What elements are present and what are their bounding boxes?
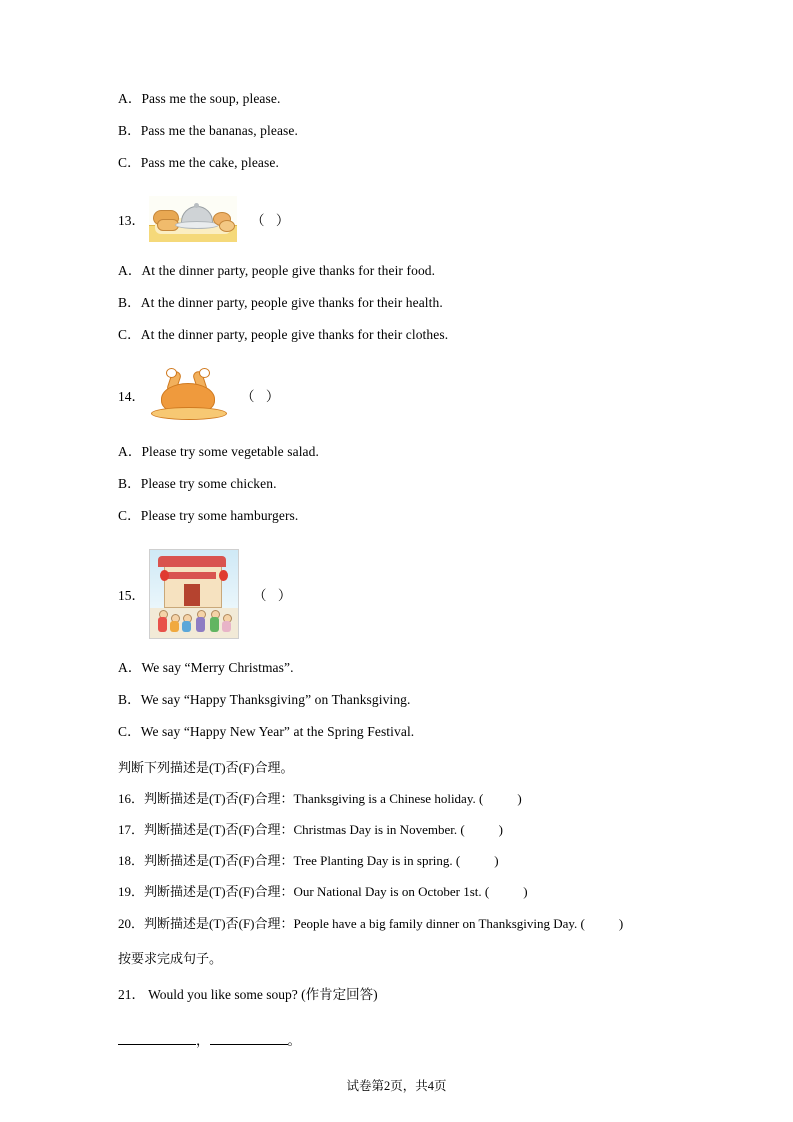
item-prompt: 判断描述是(T)否(F)合理： <box>144 790 294 806</box>
option-text: Pass me the cake, please. <box>140 155 279 170</box>
answer-blank[interactable] <box>210 1032 288 1045</box>
question-15 <box>118 549 675 639</box>
option-row[interactable] <box>118 445 675 459</box>
item-number: 18． <box>118 853 145 869</box>
question-21-answer-line[interactable] <box>118 1029 675 1049</box>
answer-bracket[interactable]: （ ） <box>253 587 296 603</box>
item-prompt: 判断描述是(T)否(F)合理： <box>144 915 294 931</box>
answer-bracket[interactable]: （ ） <box>251 212 294 228</box>
option-row[interactable] <box>118 124 675 138</box>
option-label: B． <box>118 294 141 310</box>
option-label: A． <box>118 444 142 459</box>
option-row[interactable] <box>118 328 675 342</box>
option-label: C． <box>118 155 141 170</box>
spring-festival-scene-image <box>149 549 239 639</box>
item-text: Thanksgiving is a Chinese holiday. ( <box>293 790 484 806</box>
question-number: 13． <box>118 212 145 228</box>
question-13 <box>118 196 675 242</box>
option-label: C． <box>118 508 141 523</box>
option-text: Please try some vegetable salad. <box>141 444 319 459</box>
answer-period: 。 <box>287 1032 301 1048</box>
item-close: ) <box>498 821 504 837</box>
option-label: A． <box>118 659 142 675</box>
option-text: At the dinner party, people give thanks for their food. <box>141 262 436 278</box>
option-text: We say “Happy Thanksgiving” on Thanksgiving. <box>140 691 411 707</box>
item-text: Tree Planting Day is in spring. ( <box>293 853 461 869</box>
item-text: People have a big family dinner on Thanksgiving Day. ( <box>293 915 585 931</box>
option-row[interactable] <box>118 156 675 170</box>
question-14 <box>118 367 675 423</box>
question-14-options <box>118 445 675 523</box>
question-12-options <box>118 92 675 170</box>
item-close: ) <box>618 915 624 931</box>
item-number: 20． <box>118 915 145 931</box>
option-label: C． <box>118 723 141 739</box>
question-number: 14． <box>118 389 145 404</box>
question-21: 21． Would you like some soup? (作肯定回答) <box>118 986 378 1002</box>
question-14-stem <box>118 367 675 423</box>
item-prompt: 判断描述是(T)否(F)合理： <box>144 821 294 837</box>
item-prompt: 判断描述是(T)否(F)合理： <box>144 884 294 900</box>
option-row[interactable] <box>118 477 675 491</box>
option-row[interactable] <box>118 725 675 739</box>
option-row[interactable] <box>118 296 675 310</box>
option-row[interactable] <box>118 693 675 707</box>
item-number: 19． <box>118 884 145 900</box>
item-text: Our National Day is on October 1st. ( <box>293 884 490 900</box>
roast-turkey-image <box>149 367 227 423</box>
sentence-section-heading: 按要求完成句子。 <box>118 950 223 966</box>
answer-bracket[interactable]: （ ） <box>241 389 284 404</box>
dinner-table-with-dishes-image <box>149 196 237 242</box>
question-13-options <box>118 264 675 342</box>
item-close: ) <box>517 790 522 806</box>
option-text: Please try some chicken. <box>140 476 277 491</box>
question-number: 15． <box>118 587 145 603</box>
option-label: C． <box>118 326 141 342</box>
true-false-item[interactable] <box>118 823 675 837</box>
option-row[interactable] <box>118 92 675 106</box>
option-text: At the dinner party, people give thanks for their health. <box>140 294 443 310</box>
answer-comma: ， <box>196 1032 210 1048</box>
question-13-stem <box>118 196 675 242</box>
option-label: A． <box>118 91 142 106</box>
page-footer: 试卷第2页，共4页 <box>346 1079 447 1093</box>
item-prompt: 判断描述是(T)否(F)合理： <box>144 853 294 869</box>
option-text: We say “Happy New Year” at the Spring Festival. <box>140 723 415 739</box>
answer-blank[interactable] <box>118 1032 196 1045</box>
option-label: B． <box>118 123 141 138</box>
item-close: ) <box>523 884 528 900</box>
option-text: Pass me the soup, please. <box>141 91 281 106</box>
option-label: A． <box>118 262 142 278</box>
option-row[interactable] <box>118 509 675 523</box>
true-false-item[interactable] <box>118 885 675 899</box>
option-text: We say “Merry Christmas”. <box>141 659 294 675</box>
true-false-item[interactable] <box>118 792 675 806</box>
item-number: 17． <box>118 821 145 837</box>
option-text: Pass me the bananas, please. <box>140 123 298 138</box>
option-row[interactable] <box>118 264 675 278</box>
option-text: At the dinner party, people give thanks for their clothes. <box>140 326 449 342</box>
true-false-item[interactable] <box>118 917 675 931</box>
item-text: Christmas Day is in November. ( <box>293 821 465 837</box>
option-text: Please try some hamburgers. <box>140 508 299 523</box>
option-label: B． <box>118 691 141 707</box>
item-close: ) <box>494 853 499 869</box>
option-label: B． <box>118 476 141 491</box>
true-false-item[interactable] <box>118 854 675 868</box>
item-number: 16． <box>118 790 145 806</box>
option-row[interactable] <box>118 661 675 675</box>
question-15-options <box>118 661 675 739</box>
true-false-heading: 判断下列描述是(T)否(F)合理。 <box>118 759 294 775</box>
question-15-stem <box>118 549 675 639</box>
